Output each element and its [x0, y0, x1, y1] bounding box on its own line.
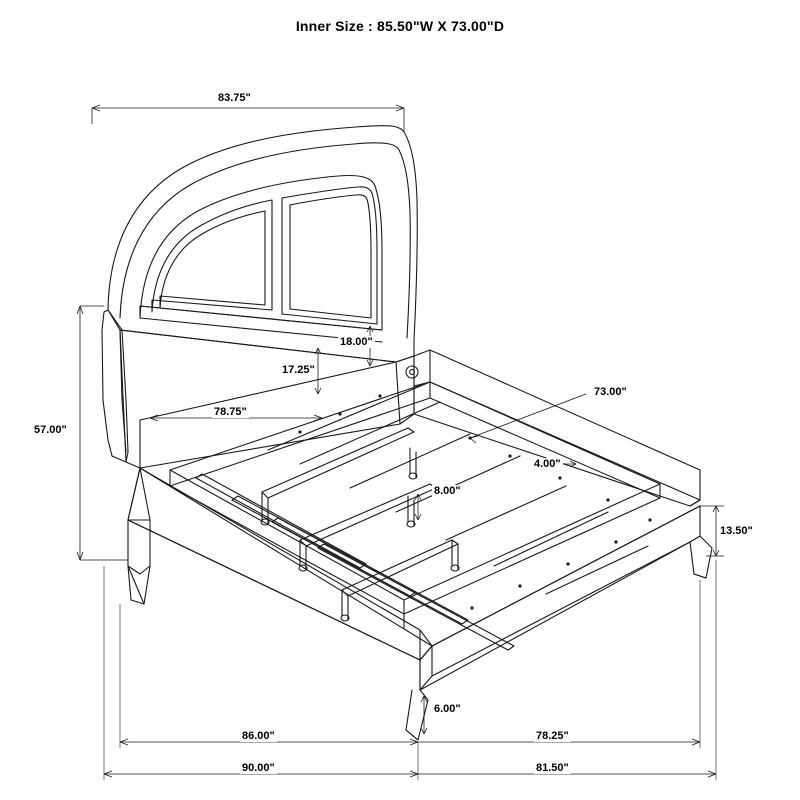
page-title: Inner Size : 85.50"W X 73.00"D [295, 18, 505, 34]
dim-side-rail-height: 13.50" [720, 525, 753, 537]
dim-overall-height: 57.00" [34, 424, 67, 436]
dim-foot-span-right: 78.25" [536, 730, 569, 742]
dim-foot-span-left: 86.00" [242, 730, 275, 742]
dim-slat-gap: 4.00" [534, 458, 561, 470]
dim-headboard-width: 83.75" [218, 92, 251, 104]
dim-inner-rail-length: 78.75" [214, 406, 247, 418]
dim-inner-depth: 73.00" [594, 386, 627, 398]
dim-leg-height: 6.00" [434, 703, 461, 715]
dim-overall-length: 90.00" [242, 762, 275, 774]
dim-panel-height-upper: 18.00" [340, 336, 373, 348]
dim-rail-height: 8.00" [434, 485, 461, 497]
dim-overall-depth: 81.50" [536, 762, 569, 774]
dim-panel-height-lower: 17.25" [282, 364, 315, 376]
